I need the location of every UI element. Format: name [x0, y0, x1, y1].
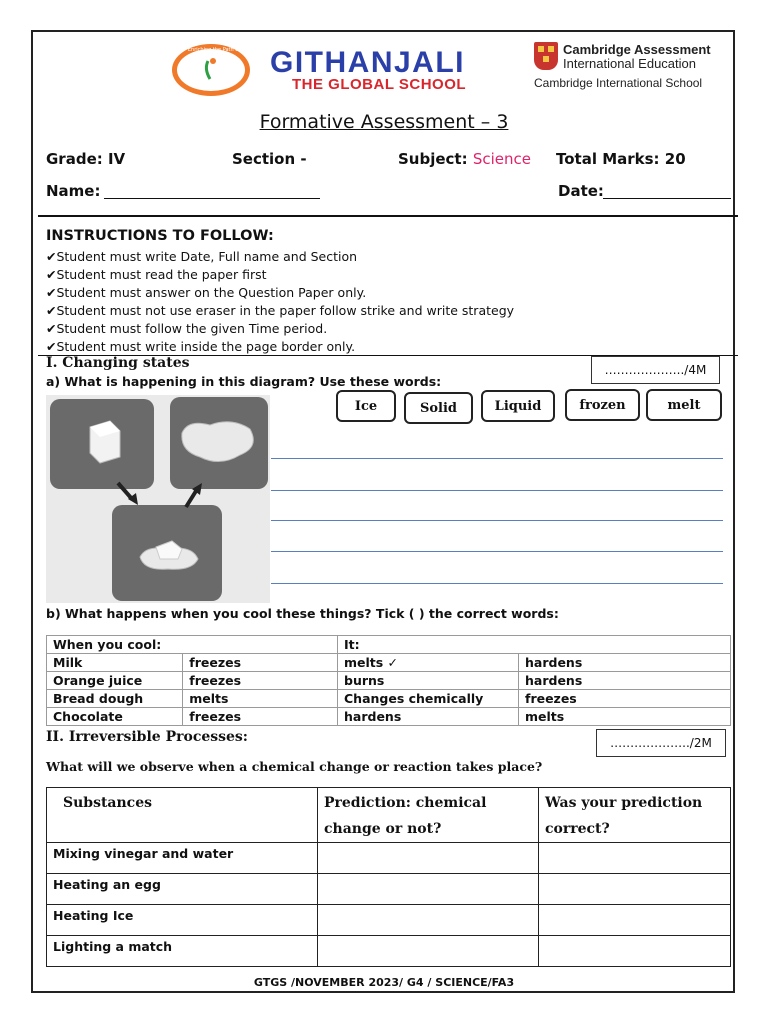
table-cell: Lighting a match [47, 936, 318, 967]
logo-tagline: Enriching the Path of Education [187, 47, 241, 59]
school-name: GITHANJALI [270, 46, 465, 79]
changing-states-diagram [46, 395, 270, 603]
table-header-cell: Prediction: chemical change or not? [318, 788, 539, 843]
subject-field [398, 150, 531, 168]
table-row [47, 708, 731, 726]
answer-cell[interactable] [318, 936, 539, 967]
table-header-cell: Was your prediction correct? [539, 788, 731, 843]
instructions-heading: INSTRUCTIONS TO FOLLOW: [46, 228, 274, 244]
table-cell[interactable]: melts ✓ [338, 654, 519, 672]
subject-value: Science [472, 150, 531, 168]
cambridge-line-3: Cambridge International School [534, 76, 703, 90]
school-logo [172, 44, 250, 96]
table-cell[interactable]: Changes chemically [338, 690, 519, 708]
word-box-melt: melt [646, 389, 722, 421]
table-row [47, 788, 731, 843]
table-cell[interactable]: hardens [338, 708, 519, 726]
table-row [47, 690, 731, 708]
table-cell[interactable]: melts [519, 708, 731, 726]
table-cell[interactable]: hardens [519, 654, 731, 672]
instruction-item: ✔Student must write inside the page border only. [46, 339, 356, 354]
table-cell: Chocolate [47, 708, 183, 726]
answer-line[interactable] [271, 551, 723, 552]
instruction-item: ✔Student must write Date, Full name and Section [46, 249, 358, 264]
word-box-liquid: Liquid [481, 390, 555, 422]
school-subtitle: THE GLOBAL SCHOOL [292, 76, 467, 93]
answer-cell[interactable] [318, 843, 539, 874]
answer-cell[interactable] [318, 905, 539, 936]
cooling-tick-table [46, 635, 731, 726]
page-title: Formative Assessment – 3 [259, 111, 509, 133]
name-blank-line[interactable] [104, 198, 320, 199]
table-cell: Milk [47, 654, 183, 672]
date-blank-line[interactable] [603, 198, 731, 199]
table-cell[interactable]: freezes [519, 690, 731, 708]
table-row [47, 636, 731, 654]
answer-line[interactable] [271, 583, 723, 584]
section-2-heading: II. Irreversible Processes: [46, 729, 248, 745]
word-box-solid: Solid [404, 392, 473, 424]
section-1-heading: I. Changing states [46, 355, 190, 371]
answer-cell[interactable] [318, 874, 539, 905]
cambridge-line-2: International Education [563, 56, 696, 71]
question-b: b) What happens when you cool these things? Tick ( ) the correct words: [46, 606, 559, 621]
table-cell[interactable]: melts [183, 690, 338, 708]
process-arrows [46, 395, 270, 603]
table-row [47, 672, 731, 690]
table-cell: Bread dough [47, 690, 183, 708]
section-label: Section - [232, 150, 307, 168]
cambridge-line-1: Cambridge Assessment [563, 42, 711, 57]
table-cell: Mixing vinegar and water [47, 843, 318, 874]
answer-line[interactable] [271, 490, 723, 491]
subject-label: Subject: [398, 150, 468, 168]
table-row [47, 843, 731, 874]
table-cell: Heating an egg [47, 874, 318, 905]
table-cell[interactable]: freezes [183, 708, 338, 726]
word-box-frozen: frozen [565, 389, 640, 421]
table-header-cell: Substances [47, 788, 318, 843]
cambridge-shield-icon [534, 42, 558, 70]
table-cell[interactable]: hardens [519, 672, 731, 690]
section-2-question: What will we observe when a chemical change or reaction takes place? [46, 759, 543, 774]
table-cell: Heating Ice [47, 905, 318, 936]
shield-icon [534, 42, 558, 70]
total-marks: Total Marks: 20 [556, 150, 686, 168]
question-a: a) What is happening in this diagram? Use these words: [46, 374, 442, 389]
answer-cell[interactable] [539, 874, 731, 905]
answer-cell[interactable] [539, 905, 731, 936]
instruction-item: ✔Student must answer on the Question Paper only. [46, 285, 367, 300]
answer-line[interactable] [271, 520, 723, 521]
prediction-table [46, 787, 731, 967]
answer-cell[interactable] [539, 843, 731, 874]
section-1-marks-box[interactable]: ………………../4M [591, 356, 720, 384]
table-header-cell: It: [338, 636, 731, 654]
table-row [47, 905, 731, 936]
instruction-item: ✔Student must follow the given Time period. [46, 321, 328, 336]
instruction-item: ✔Student must not use eraser in the paper follow strike and write strategy [46, 303, 515, 318]
section-2-marks-box[interactable]: ………………../2M [596, 729, 726, 757]
table-cell[interactable]: burns [338, 672, 519, 690]
header-divider [38, 215, 738, 217]
name-label: Name: [46, 182, 101, 200]
answer-cell[interactable] [539, 936, 731, 967]
table-row [47, 936, 731, 967]
instruction-item: ✔Student must read the paper first [46, 267, 267, 282]
grade-label: Grade: IV [46, 150, 126, 168]
word-box-ice: Ice [336, 390, 396, 422]
table-cell[interactable]: freezes [183, 672, 338, 690]
table-cell[interactable]: freezes [183, 654, 338, 672]
table-row [47, 654, 731, 672]
page-footer: GTGS /NOVEMBER 2023/ G4 / SCIENCE/FA3 [253, 976, 515, 989]
table-row [47, 874, 731, 905]
answer-line[interactable] [271, 458, 723, 459]
table-cell: Orange juice [47, 672, 183, 690]
date-label: Date: [558, 182, 604, 200]
table-header-cell: When you cool: [47, 636, 338, 654]
